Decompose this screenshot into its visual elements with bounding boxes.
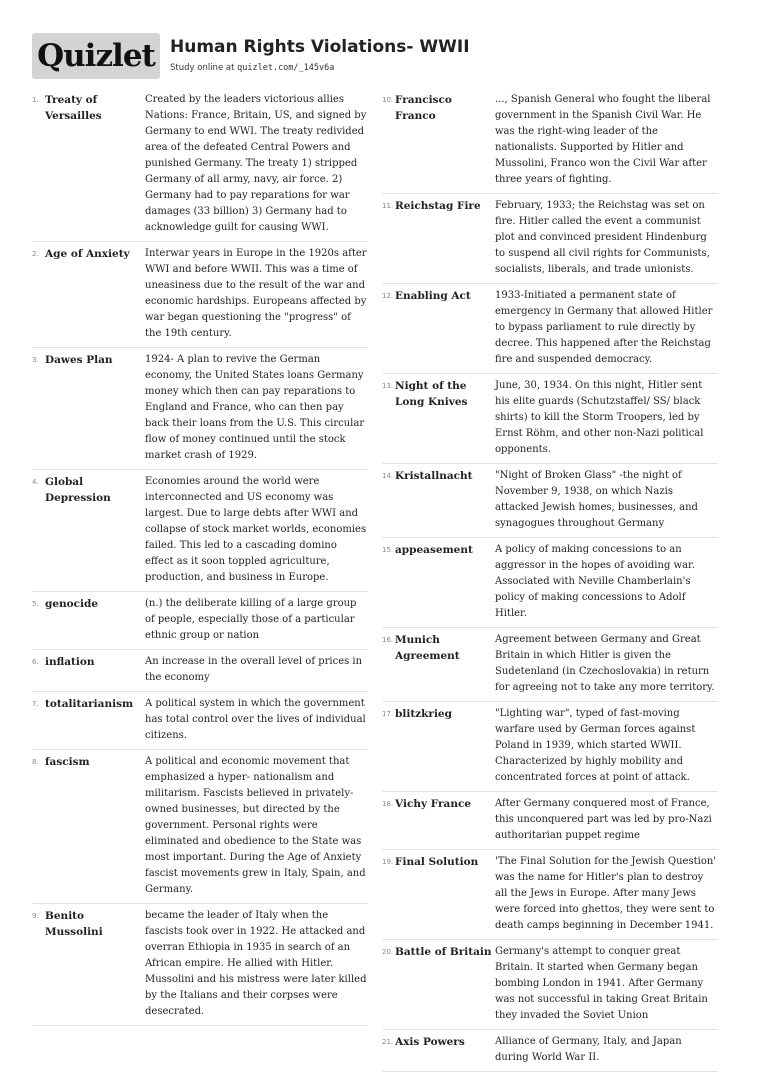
term-number: 17. (382, 710, 394, 718)
term-name: Vichy France (395, 798, 472, 810)
term-name: Benito Mussolini (45, 910, 103, 938)
term-name: Treaty of Versailles (45, 94, 102, 122)
term-definition: Alliance of Germany, Italy, and Japan during World War II. (495, 1036, 682, 1063)
study-online-line (170, 63, 334, 73)
term-number: 15. (382, 546, 394, 554)
term-name: fascism (45, 756, 90, 768)
term-number: 8. (32, 758, 39, 766)
term-number: 3. (32, 356, 39, 364)
term-row (382, 464, 718, 538)
term-definition: became the leader of Italy when the fascists took over in 1922. He attacked and overran Ethiopia in 1935 in search of an African empire. He allied with Hitler. Mussolini and his mistress were later killed by the Italians and their corpses were desecrated. (145, 910, 367, 1017)
term-number: 16. (382, 636, 394, 644)
term-row (32, 692, 368, 750)
term-definition: "Lighting war", typed of fast-moving warfare used by German forces against Poland in 1939, which started WWII. Characterized by highly mobility and concentrated forces at point of attack. (495, 708, 696, 783)
term-number: 5. (32, 600, 39, 608)
term-row (382, 374, 718, 464)
term-definition: Interwar years in Europe in the 1920s after WWI and before WWII. This was a time of uneasiness due to the result of the war and economic hardships. Europeans affected by war began questioning the "progress" of the 19th century. (145, 248, 367, 339)
term-row (382, 940, 718, 1030)
term-row (382, 1030, 718, 1072)
term-name: Munich Agreement (395, 634, 460, 662)
term-row (382, 284, 718, 374)
term-definition: A policy of making concessions to an aggressor in the hopes of avoiding war. Associated with Neville Chamberlain's policy of making concessions to Adolf Hitler. (495, 544, 695, 619)
term-name: Final Solution (395, 856, 479, 868)
term-definition: A political system in which the government has total control over the lives of individual citizens. (145, 698, 366, 741)
term-row (32, 348, 368, 470)
term-row (382, 850, 718, 940)
term-row (382, 628, 718, 702)
term-number: 13. (382, 382, 394, 390)
term-row (382, 702, 718, 792)
term-name: Global Depression (45, 476, 111, 504)
term-name: Francisco Franco (395, 94, 452, 122)
term-name: Reichstag Fire (395, 200, 481, 212)
term-name: totalitarianism (45, 698, 134, 710)
term-definition: Agreement between Germany and Great Britain in which Hitler is given the Sudetenland (in Czechoslovakia) in return for agreeing not to take any more territory. (495, 634, 715, 693)
term-name: inflation (45, 656, 95, 668)
term-number: 1. (32, 96, 39, 104)
term-name: Night of the Long Knives (395, 380, 468, 408)
term-row (32, 904, 368, 1026)
term-row (32, 592, 368, 650)
term-definition: 1933-Initiated a permanent state of emergency in Germany that allowed Hitler to bypass parliament to rule directly by decree. This happened after the Reichstag fire and suspended democracy. (495, 290, 713, 365)
term-name: genocide (45, 598, 99, 610)
term-definition: Economies around the world were interconnected and US economy was largest. Due to large debts after WWI and collapse of stock market worlds, economies failed. This led to a cascading domino effect as it soon toppled agriculture, production, and business in Europe. (145, 476, 367, 583)
term-name: blitzkrieg (395, 708, 452, 720)
term-row (32, 650, 368, 692)
term-number: 6. (32, 658, 39, 666)
term-row (32, 242, 368, 348)
term-name: Enabling Act (395, 290, 471, 302)
term-row (382, 538, 718, 628)
term-row (382, 88, 718, 194)
term-definition: Germany's attempt to conquer great Britain. It started when Germany began bombing London in 1941. After Germany was not successful in taking Great Britain they invaded the Soviet Union (495, 946, 708, 1021)
term-number: 7. (32, 700, 39, 708)
term-definition: An increase in the overall level of prices in the economy (145, 656, 363, 683)
term-number: 18. (382, 800, 394, 808)
term-number: 21. (382, 1038, 394, 1046)
term-name: Age of Anxiety (45, 248, 130, 260)
term-number: 14. (382, 472, 394, 480)
term-row (32, 470, 368, 592)
term-definition: ..., Spanish General who fought the liberal government in the Spanish Civil War. He was the right-wing leader of the nationalists. Supported by Hitler and Mussolini, Franco won the Civil War after three years of fighting. (495, 94, 711, 185)
term-definition: 'The Final Solution for the Jewish Question' was the name for Hitler's plan to destroy all the Jews in Europe. After many Jews were forced into ghettos, they were sent to death camps beginning in December 1941. (495, 856, 717, 931)
term-definition: 1924- A plan to revive the German economy, the United States loans Germany money which then can pay reparations to England and France, who can then pay back their loans from the U.S. This circular flow of money continued until the stock market crash of 1929. (145, 354, 365, 461)
quizlet-url-link[interactable]: quizlet.com/_145v6a (237, 63, 335, 73)
term-name: appeasement (395, 544, 473, 556)
term-definition: February, 1933; the Reichstag was set on fire. Hitler called the event a communist plot and convinced president Hindenburg to suspend all civil rights for Communists, socialists, liberals, and trade unionists. (495, 200, 710, 275)
term-number: 9. (32, 912, 39, 920)
term-row (32, 750, 368, 904)
right-column (382, 88, 718, 1072)
term-number: 19. (382, 858, 394, 866)
page-header (32, 33, 742, 81)
left-column (32, 88, 368, 1026)
term-number: 11. (382, 202, 394, 210)
term-definition: After Germany conquered most of France, this unconquered part was led by pro-Nazi authoritarian puppet regime (495, 798, 712, 841)
term-number: 4. (32, 478, 39, 486)
page-title: Human Rights Violations- WWII (170, 37, 470, 57)
term-row (32, 88, 368, 242)
term-number: 12. (382, 292, 394, 300)
term-number: 20. (382, 948, 394, 956)
term-number: 2. (32, 250, 39, 258)
term-name: Kristallnacht (395, 470, 473, 482)
term-name: Battle of Britain (395, 946, 492, 958)
quizlet-logo[interactable]: Quizlet (32, 33, 160, 79)
term-name: Dawes Plan (45, 354, 113, 366)
study-online-label: Study online at (170, 63, 235, 73)
term-definition: (n.) the deliberate killing of a large group of people, especially those of a particular ethnic group or nation (145, 598, 357, 641)
term-definition: "Night of Broken Glass" -the night of November 9, 1938, on which Nazis attacked Jewish homes, businesses, and synagogues throughout Germany (495, 470, 698, 529)
term-row (382, 194, 718, 284)
term-number: 10. (382, 96, 394, 104)
term-row (382, 792, 718, 850)
term-definition: June, 30, 1934. On this night, Hitler sent his elite guards (Schutzstaffel/ SS/ black shirts) to kill the Storm Troopers, led by Ernst Röhm, and other non-Nazi political opponents. (495, 380, 704, 455)
term-definition: A political and economic movement that emphasized a hyper- nationalism and militarism. Fascists believed in privately-owned businesses, but directed by the government. Personal rights were eliminated and obedience to the State was most important. During the Age of Anxiety fascist movements grew in Italy, Spain, and Germany. (145, 756, 366, 895)
term-definition: Created by the leaders victorious allies Nations: France, Britain, US, and signed by Germany to end WWI. The treaty redivided area of the defeated Central Powers and punished Germany. The treaty 1) stripped Germany of all army, navy, air force. 2) Germany had to pay reparations for war damages (33 billion) 3) Germany had to acknowledge guilt for causing WWI. (145, 94, 367, 233)
term-name: Axis Powers (395, 1036, 465, 1048)
